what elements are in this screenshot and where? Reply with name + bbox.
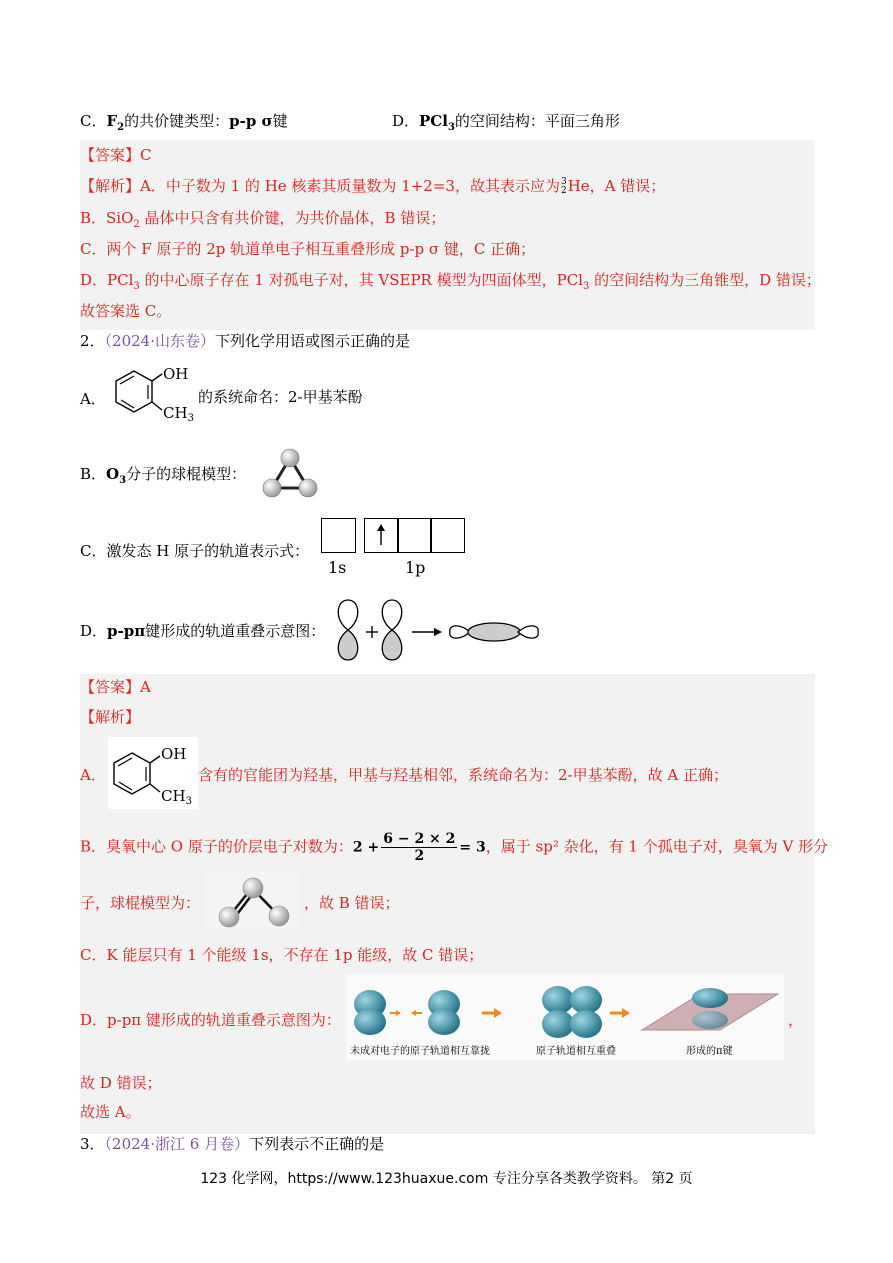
analysis-text: A．中子数为 1 的 He 核素其质量数为 1+2=3，故其表示应为 — [140, 177, 560, 195]
question-text: 下列化学用语或图示正确的是 — [215, 332, 411, 350]
p-orbital-overlap-diagram — [330, 598, 545, 662]
q2-analysis-d-tail: 故 D 错误； — [80, 1074, 162, 1092]
fraction — [381, 831, 457, 864]
option-label: D． — [80, 622, 108, 640]
question-text: 下列表示不正确的是 — [249, 1135, 385, 1153]
expression-prefix: 2 + — [352, 839, 380, 856]
option-text: 的共价键类型： — [124, 112, 230, 130]
orbital-box-1p-2 — [397, 518, 432, 553]
q2-analysis-d-comma: ， — [788, 1011, 804, 1029]
option-label: C． — [80, 112, 107, 130]
methylphenol-structure — [108, 737, 198, 809]
q2-option-a-text: 的系统命名：2-甲基苯酚 — [198, 388, 363, 406]
q1-option-c — [80, 111, 288, 138]
option-label: C． — [80, 542, 107, 560]
subscript: 3 — [119, 475, 127, 486]
analysis-tail: ，属于 sp² 杂化，有 1 个孤电子对，臭氧为 V 形分 — [485, 837, 829, 856]
q2-stem — [80, 331, 410, 351]
oh-label: OH — [161, 745, 187, 763]
formula: F — [106, 112, 118, 130]
ozone-v-model — [207, 870, 297, 932]
expression-suffix: = 3 — [459, 839, 486, 856]
q1-option-d — [392, 111, 620, 138]
q3-stem — [80, 1134, 384, 1154]
ch3-label: $CH_3$ — [161, 787, 192, 807]
answer-tag: 【答案】 — [80, 146, 141, 164]
option-label: B． — [80, 465, 107, 483]
pi-bond-formation-diagram — [346, 974, 784, 1060]
figure-caption-3: 形成的π键 — [686, 1046, 733, 1057]
option-text: 的空间结构：平面三角形 — [454, 112, 620, 130]
page-footer: 123 化学网，https://www.123huaxue.com 专注分享各类教学资料。 第2 页 — [200, 1171, 693, 1187]
q2-analysis-c: C．K 能层只有 1 个能级 1s，不存在 1p 能级，故 C 错误； — [80, 946, 484, 964]
q2-analysis-a-label: A． — [80, 766, 106, 784]
q1-conclusion: 故答案选 C。 — [80, 302, 172, 320]
methylphenol-structure — [106, 362, 198, 424]
q1-analysis-c: C．两个 F 原子的 2p 轨道单电子相互重叠形成 p-p σ 键，C 正确； — [80, 240, 536, 258]
option-text: 键形成的轨道重叠示意图： — [145, 622, 326, 640]
q2-answer — [80, 677, 151, 697]
bond-type: p-p σ — [229, 112, 273, 130]
label-1p: 1p — [405, 558, 426, 577]
q2-analysis-a-text: 含有的官能团为羟基，甲基与羟基相邻，系统命名为：2-甲基苯酚，故 A 正确； — [198, 766, 728, 784]
analysis-text: 的中心原子存在 1 对孤电子对，其 VSEPR 模型为四面体型，PCl — [139, 271, 583, 289]
q2-analysis-tag: 【解析】 — [80, 708, 141, 726]
orbital-box-1s — [321, 518, 356, 553]
q1-analysis-a — [80, 176, 665, 196]
option-text: 激发态 H 原子的轨道表示式： — [106, 542, 310, 560]
q2-option-b — [80, 464, 246, 491]
option-label: D． — [392, 112, 420, 130]
analysis-text: B．SiO — [80, 209, 134, 227]
analysis-tail: 的空间结构为三角锥型，D 错误； — [589, 271, 821, 289]
q2-analysis-b — [80, 831, 828, 864]
q1-answer — [80, 145, 152, 165]
q2-option-a-label: A． — [80, 390, 106, 408]
analysis-text: D．PCl — [80, 271, 134, 289]
orbital-box-1p-1 — [364, 518, 399, 553]
nuclide-notation: 3 2 — [560, 177, 567, 196]
q2-option-d — [80, 621, 325, 641]
option-tail: 键 — [272, 112, 288, 130]
q1-analysis-d — [80, 270, 821, 297]
q2-analysis-d-text: D．p-pπ 键形成的轨道重叠示意图为： — [80, 1011, 341, 1029]
fraction-numerator: 6 − 2 × 2 — [383, 831, 456, 847]
formula: PCl — [419, 112, 448, 130]
answer-tag: 【答案】 — [80, 678, 141, 696]
q2-analysis-b-line2: 子，球棍模型为： — [80, 894, 201, 912]
ozone-v-model-image — [207, 870, 297, 932]
analysis-tail: 晶体中只含有共价键，为共价晶体，B 错误； — [139, 209, 446, 227]
question-source: （2024·浙江 6 月卷） — [104, 1135, 250, 1153]
subscript: 2 — [133, 219, 140, 230]
figure-caption-1: 未成对电子的原子轨道相互靠拢 — [350, 1046, 490, 1057]
subscript: 2 — [117, 122, 125, 133]
question-number: 3． — [80, 1135, 105, 1153]
q1-answer-band — [80, 140, 815, 330]
answer-value: C — [140, 146, 152, 164]
orbital-box-1p-3 — [430, 518, 465, 553]
oh-label: OH — [163, 365, 189, 383]
question-source: （2024·山东卷） — [104, 332, 215, 350]
ch3-label: $CH_3$ — [163, 404, 194, 424]
q2-option-c — [80, 541, 309, 561]
question-number: 2． — [80, 332, 105, 350]
subscript: 3 — [582, 281, 590, 292]
figure-caption-2: 原子轨道相互重叠 — [536, 1046, 616, 1057]
bond-type: p-pπ — [107, 622, 146, 640]
answer-value: A — [140, 678, 151, 696]
q1-analysis-b — [80, 208, 445, 235]
label-1s: 1s — [328, 558, 347, 577]
fraction-denominator: 2 — [414, 848, 425, 864]
analysis-text: B．臭氧中心 O 原子的价层电子对数为： — [80, 837, 353, 856]
q2-analysis-b-line2-tail: ，故 B 错误； — [304, 894, 400, 912]
subscript: 3 — [447, 122, 455, 133]
subscript: 3 — [133, 281, 140, 292]
option-text: 分子的球棍模型： — [126, 465, 247, 483]
element-symbol: He — [567, 177, 590, 195]
analysis-tail: ，A 错误； — [589, 177, 666, 195]
pi-bond-formation-figure — [346, 974, 784, 1060]
formula: O — [106, 465, 120, 483]
ozone-triangle-model — [258, 446, 322, 502]
analysis-tag: 【解析】 — [80, 177, 141, 195]
methylphenol-image — [108, 737, 198, 809]
q2-conclusion: 故选 A。 — [80, 1103, 141, 1121]
up-arrow-icon — [365, 519, 397, 551]
